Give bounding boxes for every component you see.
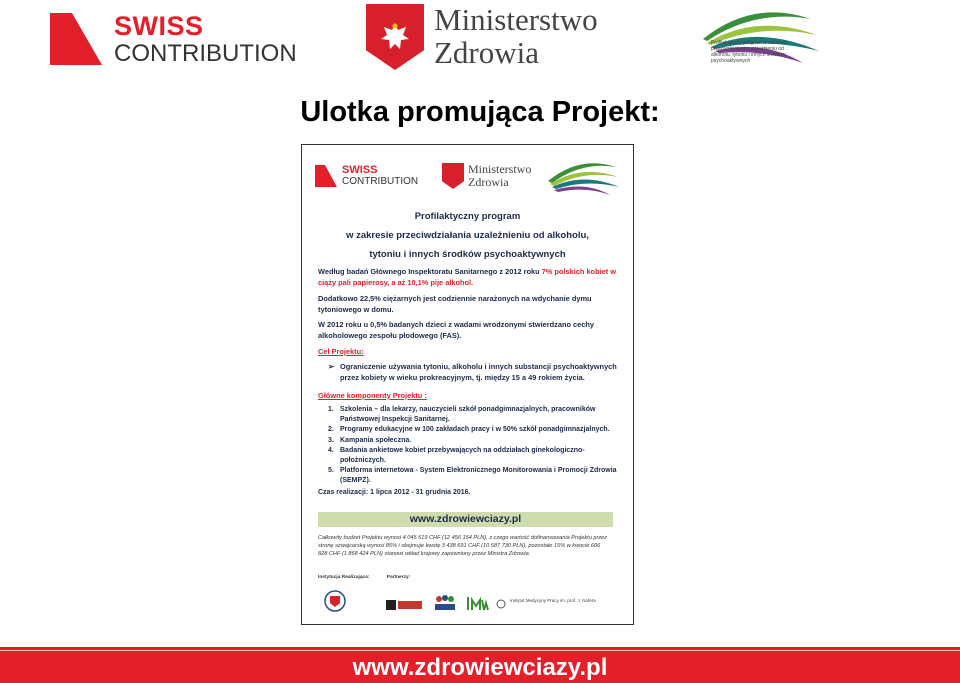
partner-logo-imw-icon: [466, 594, 490, 617]
partner-nofer-name: Instytut Medycyny Pracy im. prof. J. Nofera: [510, 598, 596, 603]
goal-section-title: Cel Projektu:: [318, 346, 364, 356]
leaflet-ministry-line2: Zdrowia: [468, 175, 509, 189]
goal-text: Ograniczenie używania tytoniu, alkoholu i innych substancji psychoaktywnych przez kobiety w wieku prokreacyjnym, tj. między 15 a 49 rokiem życia.: [340, 362, 617, 383]
partner-logos: [322, 590, 617, 616]
leaflet-heading-line2: w zakresie przeciwdziałania uzależnieniu od alkoholu,: [346, 230, 589, 241]
program-logo-caption: Profilaktyczny program w zakresie przeciwdziałania uzależnieniu od alkoholu, tytoniu i innych środków psychoaktywnych: [711, 40, 787, 64]
leaflet-heading-line3: tytoniu i innych środków psychoaktywnych: [369, 249, 566, 260]
ministry-of-health-logo: [366, 4, 598, 70]
leaflet-ministry-line1: Ministerstwo: [468, 162, 532, 177]
arrow-bullet-icon: ➢: [328, 362, 335, 372]
label-partners: Partnerzy:: [386, 575, 411, 580]
promotional-leaflet: [301, 144, 634, 625]
leaflet-heading: [302, 207, 633, 264]
swiss-logo-line1: SWISS: [114, 11, 204, 41]
list-item: 4. Badania ankietowe kobiet przebywających na oddziałach ginekologiczno-położniczych.: [328, 446, 585, 464]
leaflet-program-swoosh-logo: [544, 159, 620, 197]
swiss-contribution-logo: [50, 13, 297, 66]
leaflet-body: [318, 266, 623, 498]
leaflet-swiss-line2: CONTRIBUTION: [342, 176, 419, 187]
swiss-flag-icon: [50, 13, 102, 65]
footer-divider: [0, 650, 960, 651]
budget-note: Całkowity budżet Projektu wynosi 4 045 519 CHF (12 456 154 PLN), z czego wartość dofinansowania Projektu przez stronę szwajcarską wynosi 85% i obejmuje kwotę 3 438 691 CHF (10 587 730 PLN), pozostałe 15% w kwocie 606 828 CHF (1 868 424 PLN) stanowi wkład krajowy zapewniony przez Ministra Zdrowia.: [318, 535, 608, 557]
list-item: 5. Platforma internetowa - System Elektronicznego Monitorowania i Promocji Zdrowia (SEMPZ).: [328, 467, 617, 485]
leaflet-url-link[interactable]: www.zdrowiewciazy.pl: [318, 512, 613, 527]
goal-bullet: [318, 361, 623, 384]
components-section-title: Główne komponenty Projektu :: [318, 390, 427, 400]
nofer-institute-logo-icon: [496, 596, 506, 614]
program-swoosh-logo: [693, 5, 821, 67]
swiss-flag-icon: [315, 165, 337, 187]
page-title: Ulotka promująca Projekt:: [300, 96, 660, 128]
leaflet-swiss-logo: [315, 165, 418, 187]
implementing-institution-emblem-icon: [324, 590, 346, 617]
components-list: [318, 405, 623, 487]
swiss-logo-line2: CONTRIBUTION: [114, 40, 297, 67]
list-item: 1. Szkolenia – dla lekarzy, nauczycieli szkół ponadgimnazjalnych, pracowników Państwowej Inspekcji Sanitarnej.: [328, 405, 596, 424]
white-eagle-emblem-icon: [366, 4, 424, 70]
ministry-logo-line1: Ministerstwo: [434, 2, 598, 38]
partner-logo-1-icon: [386, 598, 424, 616]
list-item: 2. Programy edukacyjne w 100 zakładach pracy i w 50% szkół ponadgimnazjalnych.: [328, 426, 610, 434]
realization-period: Czas realizacji: 1 lipca 2012 - 31 grudnia 2016.: [318, 488, 471, 496]
footer-url-link[interactable]: www.zdrowiewciazy.pl: [352, 654, 608, 681]
white-eagle-emblem-icon: [442, 163, 464, 189]
institution-labels: [318, 575, 426, 580]
footer-bar: [0, 647, 960, 683]
leaflet-paragraph-3: W 2012 roku u 0,5% badanych dzieci z wadami wrodzonymi stwierdzano cechy alkoholowego zespołu płodowego (FAS).: [318, 320, 594, 341]
leaflet-swiss-line1: SWISS: [342, 164, 378, 176]
leaflet-heading-line1: Profilaktyczny program: [414, 211, 521, 222]
leaflet-paragraph-2: Dodatkowo 22,5% ciężarnych jest codziennie narażonych na wdychanie dymu tytoniowego w domu.: [318, 293, 592, 314]
partner-logo-2-icon: [434, 594, 456, 617]
label-implementing-institution: Instytucja Realizująca:: [318, 575, 370, 580]
list-item: 3. Kampania społeczna.: [328, 436, 412, 444]
ministry-logo-line2: Zdrowia: [434, 35, 540, 70]
leaflet-paragraph-1: Według badań Głównego Inspektoratu Sanitarnego z 2012 roku 7% polskich kobiet w ciąży pali papierosy, a aż 10,1% pije alkohol.: [318, 267, 617, 288]
leaflet-ministry-logo: [442, 163, 531, 189]
